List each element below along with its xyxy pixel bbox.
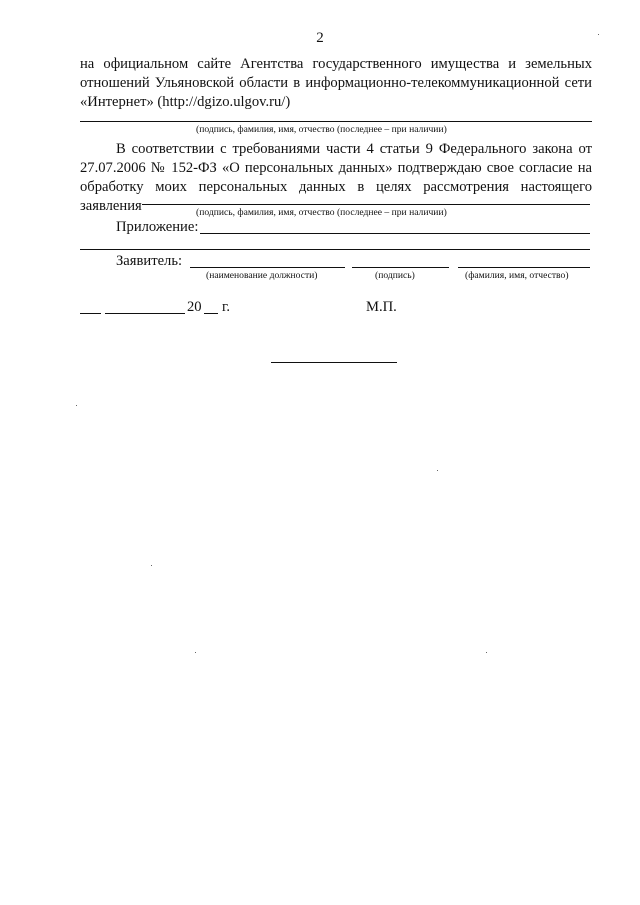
applicant-label: Заявитель: [116,253,183,269]
scan-speck [598,34,599,35]
date-year-prefix: 20 [187,299,202,315]
end-separator-line [271,362,397,363]
attachment-label: Приложение: [116,219,199,235]
position-caption: (наименование должности) [206,270,318,281]
name-caption: (фамилия, имя, отчество) [465,270,569,281]
seal-label: М.П. [366,299,397,315]
date-year-line [204,313,218,314]
signature-caption-1: (подпись, фамилия, имя, отчество (последнее – при наличии) [196,124,447,135]
date-year-suffix: г. [222,299,230,315]
signature-line-1 [80,121,592,122]
attachment-line-2 [80,249,590,250]
applicant-position-line [190,267,345,268]
signature-caption-2: (подпись, фамилия, имя, отчество (последнее – при наличии) [196,207,447,218]
signature-caption-3: (подпись) [375,270,415,281]
scan-speck [195,652,196,653]
applicant-signature-line [352,267,449,268]
applicant-name-line [458,267,590,268]
scan-speck [486,652,487,653]
scan-speck [437,470,438,471]
scan-speck [76,405,77,406]
date-month-line [105,313,185,314]
consent-fill-line [142,204,590,205]
scan-speck [151,565,152,566]
paragraph-website: на официальном сайте Агентства государственного имущества и земельных отношений Ульяновской области в информационно-телекоммуникационной сети «Интернет» (http://dgizo.ulgov.ru/) [80,56,592,110]
attachment-line-1 [200,233,590,234]
date-day-line [80,313,101,314]
paragraph-consent: В соответствии с требованиями части 4 статьи 9 Федерального закона от 27.07.2006 № 152-ФЗ «О персональных данных» подтверждаю свое согласие на обработку моих персональных данных в целях рассмотрения настоящего заявления [80,141,592,214]
page-number: 2 [316,30,324,46]
